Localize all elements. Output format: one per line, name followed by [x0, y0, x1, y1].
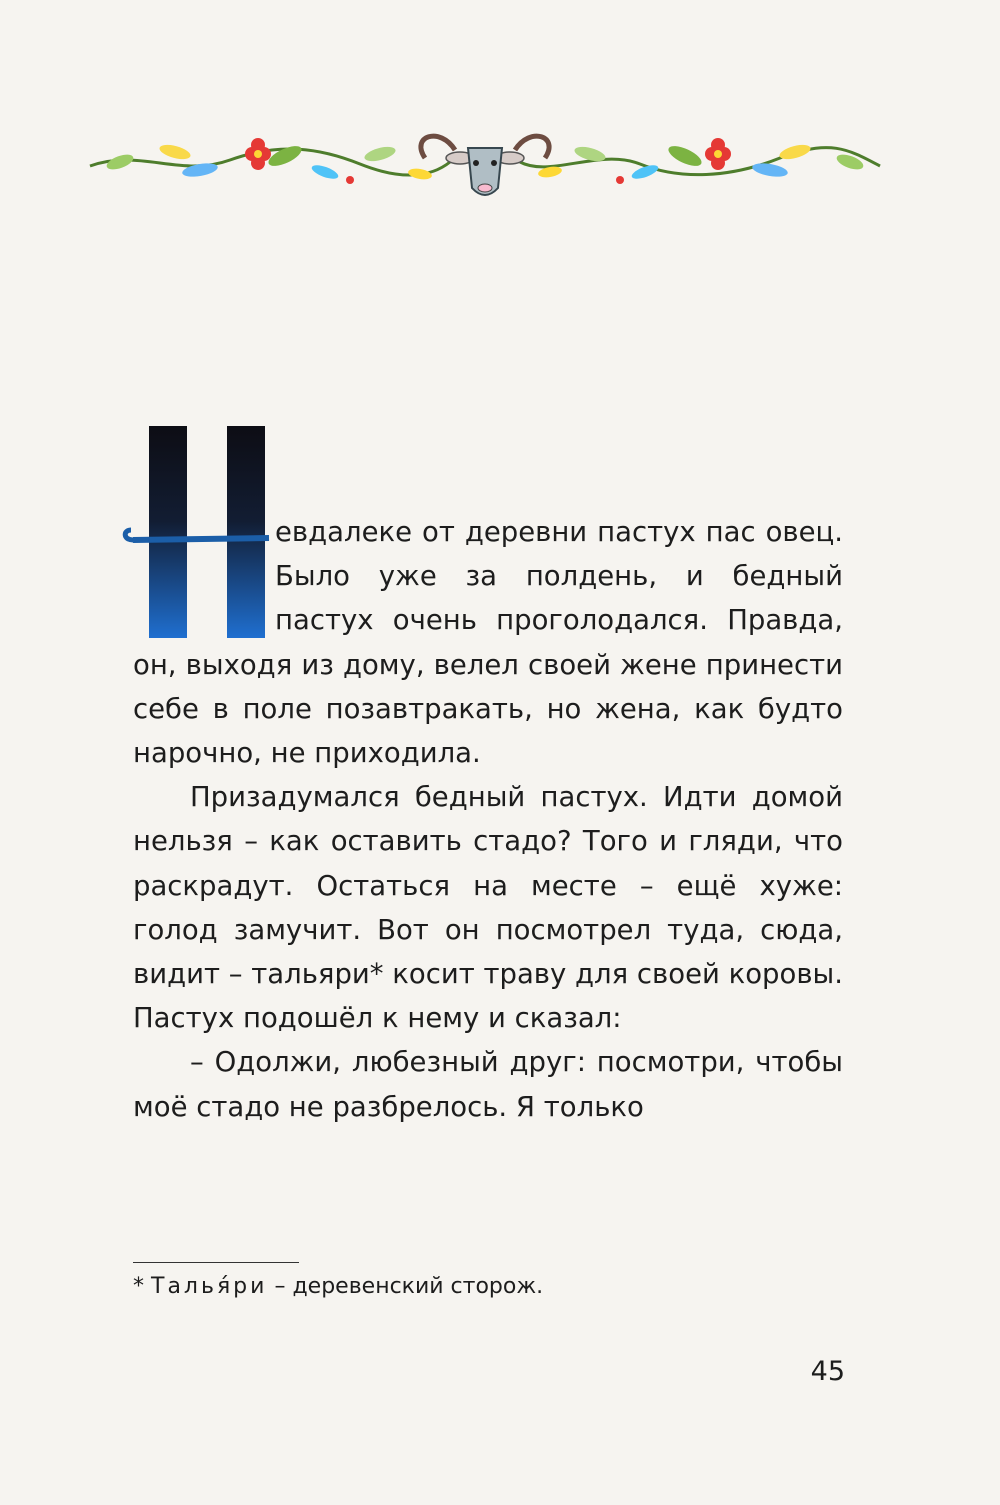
paragraph-3: – Одолжи, любезный друг: посмотри, чтобы моё стадо не разбрелось. Я только — [133, 1046, 843, 1123]
footnote-divider — [133, 1262, 299, 1263]
footnote-term: Талья́ри — [151, 1274, 268, 1299]
paragraph-1: евдалеке от деревни пастух пас овец. Было уже за полдень, и бедный пастух очень проголодался. Правда, он, выходя из дому, велел своей жене принести себе в поле позавтракать, но жена, как будто нарочно, не приходила. — [133, 516, 843, 770]
dropcap-letter-icon — [19, 314, 271, 642]
footnote-marker: * — [133, 1274, 144, 1299]
floral-ornament-icon — [80, 118, 890, 208]
paragraph-2: Призадумался бедный пастух. Идти домой нельзя – как оставить стадо? Того и гляди, что раскрадут. Остаться на месте – ещё хуже: голод замучит. Вот он посмотрел туда, сюда, видит – тальяри* косит траву для своей коровы. Пастух подошёл к нему и сказал: — [133, 781, 843, 1035]
footnote-definition: – деревенский сторож. — [274, 1274, 544, 1299]
page-number: 45 — [810, 1356, 845, 1387]
story-text — [19, 314, 843, 1129]
footnote — [133, 1270, 843, 1304]
dropcap-text: Н — [19, 314, 27, 325]
